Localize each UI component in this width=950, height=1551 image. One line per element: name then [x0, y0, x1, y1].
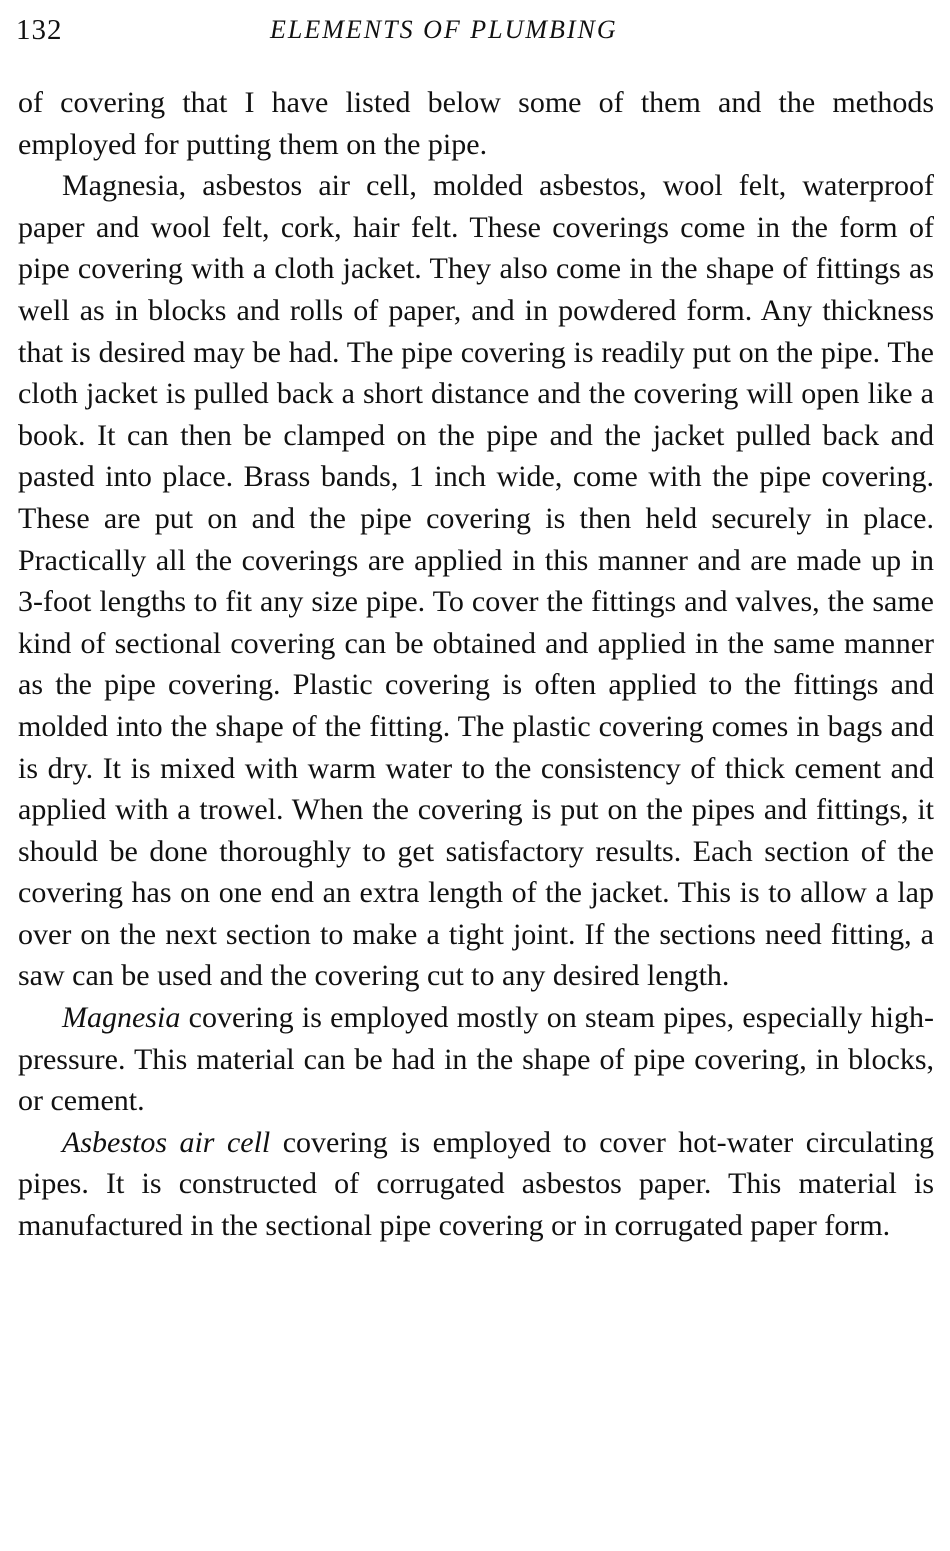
paragraph-lead-term: Magnesia: [62, 1001, 181, 1035]
paragraph-text: covering is employed to cover hot-water circulating pipes. It is constructed of corrugated asbestos paper. This material is manufactured in the sectional pipe covering or in corrugated paper form.: [18, 1125, 935, 1243]
running-head: [16, 10, 936, 50]
paragraph-text: Magnesia, asbestos air cell, molded asbestos, wool felt, waterproof paper and wool felt, cork, hair felt. These coverings come in the form of pipe covering with a cloth jacket. They also come in the shape of fittings as well as in blocks and rolls of paper, and in powdered form. Any thickness that is desired may be had. The pipe covering is readily put on the pipe. The cloth jacket is pulled back a short distance and the covering will open like a book. It can then be clamped on the pipe and the jacket pulled back and pasted into place. Brass bands, 1 inch wide, come with the pipe covering. These are put on and the pipe covering is then held securely in place. Practically all the coverings are applied in this manner and are made up in 3-foot lengths to fit any size pipe. To cover the fittings and valves, the same kind of sectional covering can be obtained and applied in the same manner as the pipe covering. Plastic covering is often applied to the fittings and molded into the shape of the fitting. The plastic covering comes in bags and is dry. It is mixed with warm water to the consistency of thick cement and applied with a trowel. When the covering is put on the pipes and fittings, it should be done thoroughly to get satisfactory results. Each section of the covering has on one end an extra length of the jacket. This is to allow a lap over on the next section to make a tight joint. If the sections need fitting, a saw can be used and the covering cut to any desired length.: [18, 169, 934, 993]
body-text: [18, 82, 934, 1247]
paragraph-magnesia: [18, 997, 934, 1122]
page-number: 132: [16, 14, 63, 46]
book-title: ELEMENTS OF PLUMBING: [270, 15, 618, 44]
paragraph-text: of covering that I have listed below some of them and the methods employed for putting them on the pipe.: [18, 86, 934, 161]
paragraph-lead-term: Asbestos air cell: [62, 1125, 271, 1159]
paragraph-asbestos-air-cell: [18, 1122, 934, 1247]
paragraph-text: covering is employed mostly on steam pipes, especially high-pressure. This material can be had in the shape of pipe covering, in blocks, or cement.: [18, 1001, 934, 1118]
paragraph-covering-types: [18, 165, 934, 997]
paragraph-continuation: [18, 82, 934, 165]
